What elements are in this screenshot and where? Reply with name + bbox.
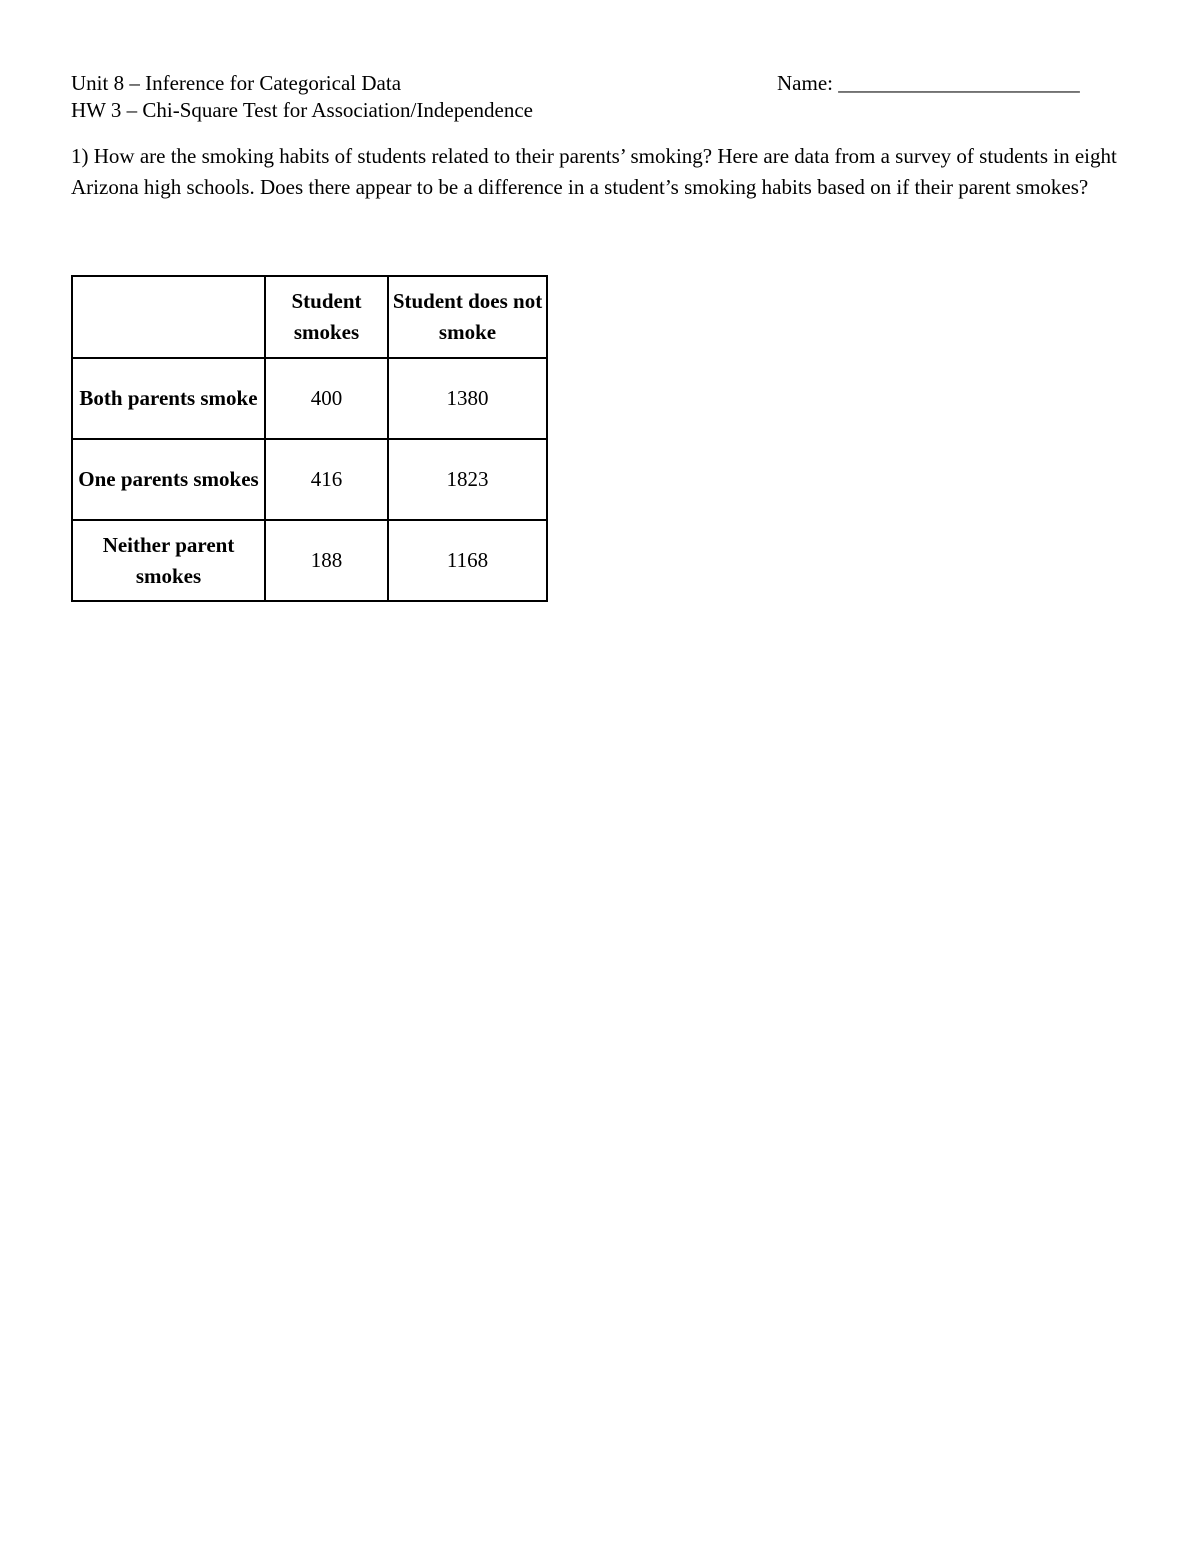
table-header-row	[72, 276, 547, 358]
table-cell: 188	[265, 520, 388, 601]
table-row	[72, 358, 547, 439]
table-cell: 400	[265, 358, 388, 439]
question-text: 1) How are the smoking habits of students related to their parents’ smoking? Here are data from a survey of students in eight Arizona high schools. Does there appear to be a difference in a student’s smoking habits based on if their parent smokes?	[71, 144, 1117, 199]
worksheet-page	[71, 70, 1131, 588]
table-corner-cell	[72, 276, 265, 358]
row-label-one-parent: One parents smokes	[72, 439, 265, 520]
name-field: Name: _______________________	[777, 71, 1080, 95]
column-header-student-smokes: Student smokes	[265, 276, 388, 358]
row-label-both-parents: Both parents smoke	[72, 358, 265, 439]
table-row	[72, 520, 547, 601]
column-header-student-does-not-smoke: Student does not smoke	[388, 276, 547, 358]
table-cell: 1380	[388, 358, 547, 439]
table-cell: 1823	[388, 439, 547, 520]
table-cell: 1168	[388, 520, 547, 601]
contingency-table	[71, 275, 548, 602]
hw-title: HW 3 – Chi-Square Test for Association/Independence	[71, 98, 533, 122]
table-row	[72, 439, 547, 520]
row-label-neither-parent: Neither parent smokes	[72, 520, 265, 601]
table-cell: 416	[265, 439, 388, 520]
unit-title: Unit 8 – Inference for Categorical Data	[71, 71, 402, 95]
